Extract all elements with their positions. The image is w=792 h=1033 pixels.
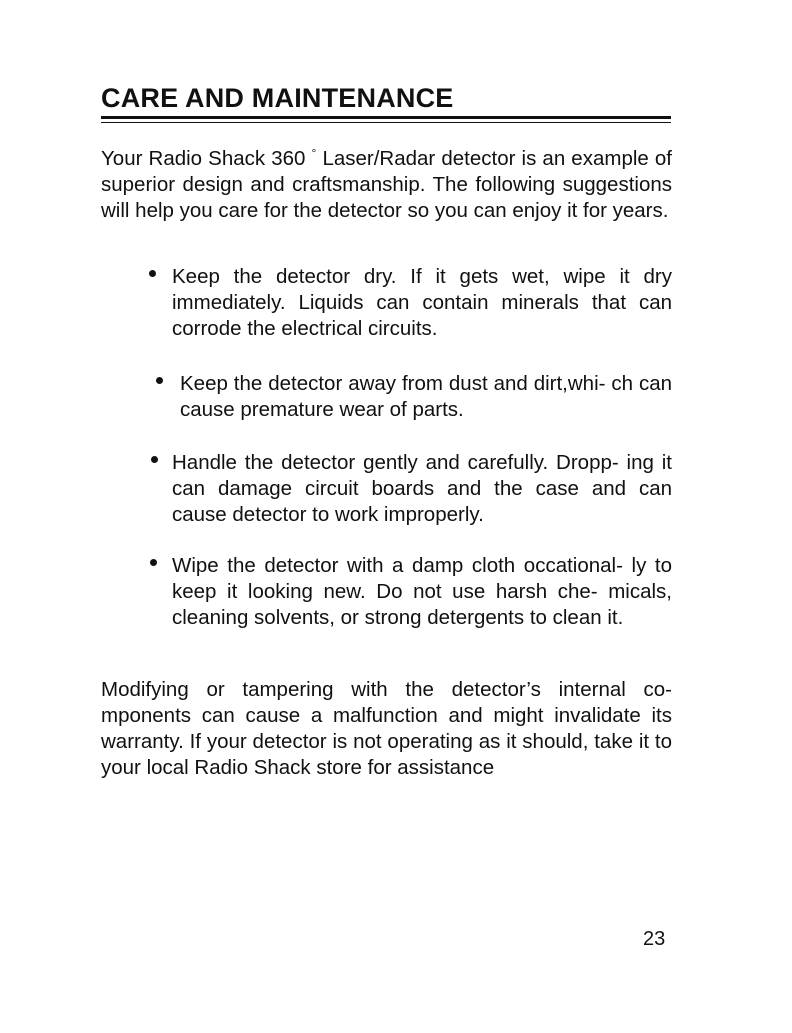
warranty-paragraph: Modifying or tampering with the detector’s internal co- mponents can cause a malfunction and might invalidate its warranty. If your detector is not operating as it should, take it to your local Radio Shack store for assistance: [101, 678, 672, 779]
intro-paragraph: [101, 140, 672, 224]
bullet-dot-icon: [156, 377, 163, 384]
heading-underline-thin: [101, 122, 671, 123]
heading-underline-thick: [101, 116, 671, 119]
page-number: 23: [643, 928, 666, 950]
bullet-item-dry: Keep the detector dry. If it gets wet, wipe it dry immediately. Liquids can contain minerals that can corrode the electrical circuits.: [172, 265, 672, 340]
bullet-dot-icon: [149, 270, 156, 277]
bullet-item-wipe: Wipe the detector with a damp cloth occational- ly to keep it looking new. Do not use harsh che- micals, cleaning solvents, or strong detergents to clean it.: [172, 554, 672, 629]
section-heading-block: [101, 82, 671, 123]
intro-text-start: Your Radio Shack 360: [101, 147, 306, 170]
bullet-dot-icon: [150, 559, 157, 566]
section-heading: CARE AND MAINTENANCE: [101, 83, 454, 113]
bullet-item-dust: Keep the detector away from dust and dirt,whi- ch can cause premature wear of parts.: [180, 372, 672, 421]
degree-symbol: °: [311, 146, 317, 160]
intro-text-end: Laser/Radar detector is an example of superior design and craftsmanship. The following suggestions will help you care for the detector so you can enjoy it for years.: [101, 147, 672, 222]
bullet-dot-icon: [151, 456, 158, 463]
bullet-item-handle: Handle the detector gently and carefully. Dropp- ing it can damage circuit boards and the case and can cause detector to work improperly.: [172, 451, 672, 526]
